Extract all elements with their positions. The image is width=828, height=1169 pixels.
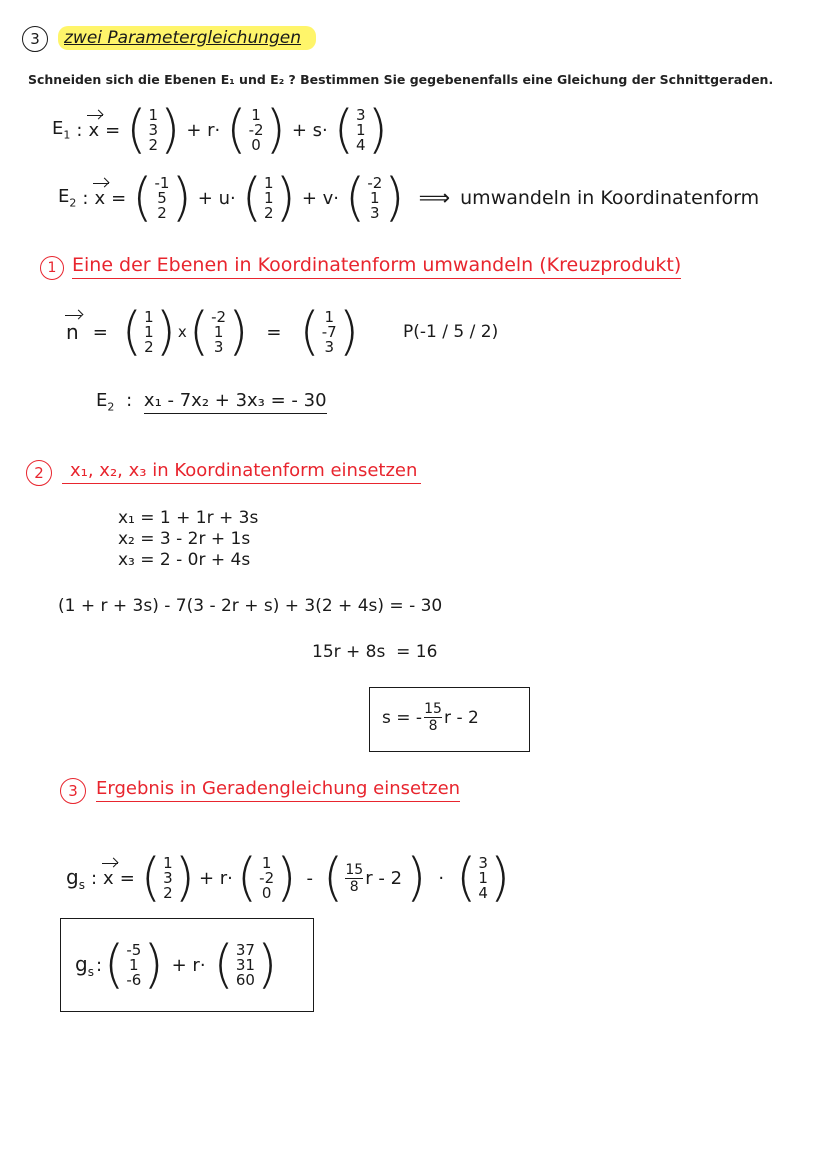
e2-x-vector: x <box>94 187 106 209</box>
param-lines <box>118 508 258 571</box>
line-substitution: $g_s$ : x = ( 1 3 2 ) + r· ( 1 -2 0 ) - ( $\frac{15}{8}$ r - 2 ) · ( 3 1 4 ) <box>66 848 511 908</box>
e1-plus-r: + r· <box>186 119 221 141</box>
s-result-fraction: $\frac{15}{8}$ <box>424 701 442 734</box>
task-number: 3 <box>30 30 40 48</box>
e1-equation: $E_1$ : x = ( 1 3 2 ) + r· ( 1 -2 0 ) + s· ( 3 1 4 ) <box>52 100 388 160</box>
simplified-equation: 15r + 8s = 16 <box>312 642 438 662</box>
cross-vector-a: 1 1 2 <box>144 307 154 356</box>
final-support-vector: -5 1 -6 <box>126 940 142 989</box>
e1-colon: : <box>76 119 83 141</box>
point-p: P(-1 / 5 / 2) <box>403 322 499 342</box>
final-direction-vector: 37 31 60 <box>235 940 255 989</box>
gs-dot: · <box>438 867 445 889</box>
e2-label: $E_2$ <box>58 186 77 210</box>
cross-times: x <box>177 323 187 341</box>
e1-support-vector: 1 3 2 <box>148 105 159 154</box>
e1-direction-1: 1 -2 0 <box>248 105 264 154</box>
e2-direction-1: 1 1 2 <box>264 173 274 222</box>
e1-label: $E_1$ <box>52 118 71 142</box>
gs-equals: = <box>119 867 135 889</box>
gs-support-vector: 1 3 2 <box>163 853 173 902</box>
e2-coord-label: $E_2$ <box>96 390 115 414</box>
gs-direction-1: 1 -2 0 <box>259 853 275 902</box>
e1-direction-2: 3 1 4 <box>356 105 366 154</box>
e2-note: umwandeln in Koordinatenform <box>460 187 760 209</box>
e2-coordinate-form <box>96 390 327 414</box>
substitution-equation: (1 + r + 3s) - 7(3 - 2r + s) + 3(2 + 4s) = - 30 <box>58 596 443 616</box>
gs-label: $g_s$ <box>66 864 85 892</box>
implies-arrow: ⟹ <box>418 185 451 211</box>
x2-line: x₂ = 3 - 2r + 1s <box>118 529 251 549</box>
gs-frac-tail: r - 2 <box>365 867 403 889</box>
gs-plus-r: + r· <box>198 867 233 889</box>
s-result-rhs: r - 2 <box>444 707 479 728</box>
e2-equation: $E_2$ : x = ( -1 5 2 ) + u· ( 1 1 2 ) + v· ( -2 1 3 ) ⟹ umwandeln in Koordinatenform <box>58 168 760 228</box>
s-result-box <box>369 687 530 752</box>
e2-coord-equation: x₁ - 7x₂ + 3x₃ = - 30 <box>144 390 327 414</box>
step1-number: 1 <box>47 260 57 276</box>
s-result-lhs: s = - <box>382 707 423 728</box>
task-header <box>22 24 322 54</box>
e2-colon: : <box>82 187 89 209</box>
final-line-box <box>60 918 314 1012</box>
step2-title: x₁, x₂, x₃ in Koordinatenform einsetzen <box>62 460 421 484</box>
step3-header <box>60 774 480 806</box>
step3-number: 3 <box>68 782 78 800</box>
step3-title: Ergebnis in Geradengleichung einsetzen <box>96 778 460 802</box>
task-title: zwei Parametergleichungen <box>64 28 302 48</box>
e1-x-vector: x <box>88 119 100 141</box>
normal-vector-result: 1 -7 3 <box>321 307 337 356</box>
cross-equals-2: = <box>266 321 282 343</box>
e2-support-vector: -1 5 2 <box>154 173 170 222</box>
step1-number-circle <box>40 256 64 280</box>
gs-direction-2: 3 1 4 <box>478 853 488 902</box>
e2-equals: = <box>111 187 127 209</box>
e2-direction-2: -2 1 3 <box>367 173 383 222</box>
step1-header <box>40 252 740 284</box>
x1-line: x₁ = 1 + 1r + 3s <box>118 508 259 528</box>
e2-coord-colon: : <box>126 390 133 411</box>
final-plus-r: + r· <box>171 954 206 976</box>
task-question: Schneiden sich die Ebenen E₁ und E₂ ? Bestimmen Sie gegebenenfalls eine Gleichung der Schnittgeraden. <box>28 72 774 87</box>
task-number-circle <box>22 26 48 52</box>
step2-header <box>26 456 476 488</box>
gs-minus: - <box>306 867 313 889</box>
e1-plus-s: + s· <box>291 119 328 141</box>
step2-number-circle <box>26 460 52 486</box>
cross-equals: = <box>92 321 108 343</box>
step1-title: Eine der Ebenen in Koordinatenform umwandeln (Kreuzprodukt) <box>72 254 681 279</box>
final-gs-colon: : <box>95 954 103 976</box>
s-result <box>382 702 479 733</box>
e2-plus-v: + v· <box>301 187 340 209</box>
cross-product: n = ( 1 1 2 ) x ( -2 1 3 ) = ( 1 -7 3 ) P(-1 / 5 / 2) <box>66 302 499 362</box>
final-gs-label: $g_s$ <box>75 951 94 979</box>
gs-fraction: $\frac{15}{8}$ <box>345 861 364 895</box>
step2-number: 2 <box>34 464 44 482</box>
gs-x-vector: x <box>103 867 114 889</box>
e1-equals: = <box>105 119 121 141</box>
step3-number-circle <box>60 778 86 804</box>
final-line-equation: $g_s$ : ( -5 1 -6 ) + r· ( 37 31 60 ) <box>75 935 278 995</box>
cross-vector-b: -2 1 3 <box>211 307 227 356</box>
e2-plus-u: + u· <box>197 187 236 209</box>
x3-line: x₃ = 2 - 0r + 4s <box>118 550 251 570</box>
normal-vector-label: n <box>66 320 79 344</box>
gs-colon: : <box>90 867 98 889</box>
